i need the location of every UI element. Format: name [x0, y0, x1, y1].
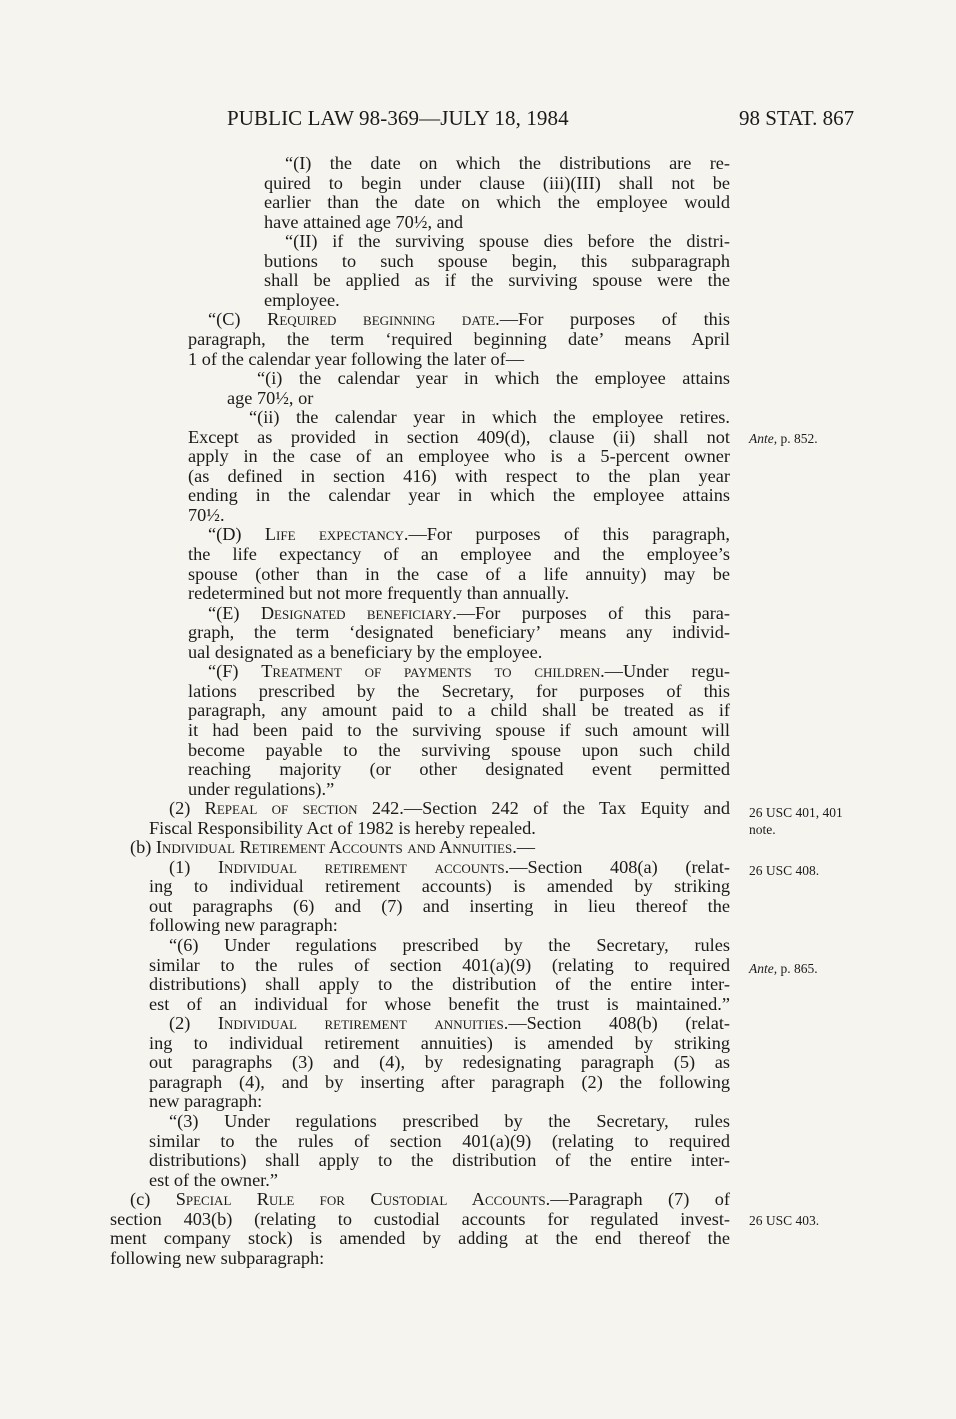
- text-line: under regulations).”: [188, 778, 335, 799]
- text-line: (2) Repeal of section 242.—Section 242 of the Tax Equity and: [169, 798, 730, 819]
- text-line: ing to individual retirement annuities) is amended by striking: [149, 1032, 730, 1053]
- text-line: become payable to the surviving spouse upon such child: [188, 739, 730, 760]
- section-heading: Required beginning date: [267, 309, 496, 330]
- text-line: employee.: [264, 289, 340, 310]
- text-line: graph, the term ‘designated beneficiary’ means any individ-: [188, 622, 730, 643]
- margin-note-usc-403: 26 USC 403.: [749, 1213, 820, 1228]
- section-heading: Individual retirement annuities: [217, 1013, 504, 1034]
- text-line: est of an individual for whose benefit the trust is maintained.”: [149, 993, 730, 1014]
- text-line: “(D) Life expectancy.—For purposes of this paragraph,: [208, 524, 730, 545]
- margin-note-usc-401-note: note.: [749, 822, 776, 837]
- text-line: (as defined in section 416) with respect to the plan year: [188, 465, 730, 486]
- section-heading: Life expectancy: [264, 524, 404, 545]
- text-line: paragraph, any amount paid to a child shall be treated as if: [188, 700, 730, 721]
- text-line: quired to begin under clause (iii)(III) shall not be: [264, 172, 730, 193]
- text-line: the life expectancy of an employee and the employee’s: [188, 544, 730, 564]
- text-line: distributions) shall apply to the distribution of the entire inter-: [149, 1150, 730, 1171]
- text-line: est of the owner.”: [149, 1169, 278, 1190]
- margin-note-text: p. 852.: [777, 431, 818, 446]
- section-heading: Designated beneficiary: [260, 602, 453, 623]
- text-line: “(E) Designated beneficiary.—For purposes of this para-: [208, 602, 730, 623]
- text-line: 1 of the calendar year following the later of—: [188, 348, 525, 369]
- margin-note-ante-852: [749, 431, 818, 446]
- text-line: distributions) shall apply to the distribution of the entire inter-: [149, 974, 730, 995]
- text-line: “(3) Under regulations prescribed by the Secretary, rules: [169, 1110, 730, 1131]
- text-line: (2) Individual retirement annuities.—Section 408(b) (relat-: [169, 1013, 730, 1034]
- text-line: “(II) if the surviving spouse dies before the distri-: [285, 231, 730, 252]
- text-line: ment company stock) is amended by adding at the end thereof the: [110, 1228, 730, 1249]
- text-line: “(C) Required beginning date.—For purposes of this: [208, 309, 731, 330]
- text-line: butions to such spouse begin, this subparagraph: [264, 250, 730, 271]
- section-heading: Special Rule for Custodial Accounts: [175, 1189, 546, 1210]
- text-line: “(I) the date on which the distributions are re-: [285, 153, 730, 173]
- running-header-title: PUBLIC LAW 98-369—JULY 18, 1984: [227, 106, 569, 130]
- text-line: have attained age 70½, and: [264, 211, 463, 232]
- text-line: Except as provided in section 409(d), clause (ii) shall not: [188, 426, 730, 447]
- margin-note-ante-865: [749, 961, 818, 976]
- text-line: similar to the rules of section 401(a)(9) (relating to required: [149, 954, 730, 975]
- text-line: apply in the case of an employee who is a 5-percent owner: [188, 446, 730, 467]
- text-line: out paragraphs (6) and (7) and inserting in lieu thereof the: [149, 895, 730, 916]
- margin-note-usc-408: 26 USC 408.: [749, 863, 820, 878]
- text-line: redetermined but not more frequently than annually.: [188, 583, 570, 604]
- text-line: shall be applied as if the surviving spouse were the: [264, 270, 730, 291]
- margin-note-italic: Ante,: [749, 431, 778, 446]
- text-line: “(i) the calendar year in which the employee attains: [257, 368, 730, 389]
- text-line: reaching majority (or other designated event permitted: [188, 759, 730, 780]
- text-line: earlier than the date on which the employee would: [264, 192, 730, 213]
- text-line: ending in the calendar year in which the employee attains: [188, 485, 730, 506]
- text-line: paragraph, the term ‘required beginning date’ means April: [188, 328, 730, 349]
- text-line: ing to individual retirement accounts) is amended by striking: [149, 876, 730, 897]
- section-heading: Individual Retirement Accounts and Annuities: [155, 837, 513, 858]
- text-line: following new subparagraph:: [110, 1247, 325, 1268]
- section-heading: Repeal of section 242: [204, 798, 400, 819]
- page-number: 98 STAT. 867: [739, 106, 855, 130]
- text-line: lations prescribed by the Secretary, for purposes of this: [188, 680, 730, 701]
- text-line: paragraph (4), and by inserting after paragraph (2) the following: [149, 1071, 730, 1092]
- section-heading: Treatment of payments to children: [261, 661, 601, 682]
- text-line: Fiscal Responsibility Act of 1982 is hereby repealed.: [149, 817, 536, 838]
- text-line: “(6) Under regulations prescribed by the Secretary, rules: [169, 935, 730, 955]
- text-line: 70½.: [188, 504, 225, 525]
- text-line: (c) Special Rule for Custodial Accounts.—Paragraph (7) of: [130, 1189, 730, 1210]
- text-line: age 70½, or: [227, 387, 314, 408]
- text-line: new paragraph:: [149, 1091, 263, 1112]
- text-line: ual designated as a beneficiary by the employee.: [188, 641, 543, 662]
- margin-note-text: p. 865.: [777, 961, 818, 976]
- text-line: (1) Individual retirement accounts.—Section 408(a) (relat-: [169, 856, 731, 877]
- text-line: “(F) Treatment of payments to children.—Under regu-: [208, 661, 731, 682]
- text-line: following new paragraph:: [149, 915, 338, 936]
- section-heading: Individual retirement accounts: [217, 856, 505, 877]
- text-line: section 403(b) (relating to custodial accounts for regulated invest-: [110, 1208, 730, 1229]
- text-line: similar to the rules of section 401(a)(9) (relating to required: [149, 1130, 730, 1151]
- margin-note-italic: Ante,: [749, 961, 778, 976]
- text-line: it had been paid to the surviving spouse if such amount will: [188, 719, 730, 740]
- margin-note-usc-401: 26 USC 401, 401: [749, 805, 843, 820]
- text-line: spouse (other than in the case of a life annuity) may be: [188, 563, 730, 584]
- text-line: “(ii) the calendar year in which the employee retires.: [249, 407, 730, 428]
- text-line: (b) Individual Retirement Accounts and Annuities.—: [130, 837, 536, 858]
- text-line: out paragraphs (3) and (4), by redesignating paragraph (5) as: [149, 1052, 730, 1073]
